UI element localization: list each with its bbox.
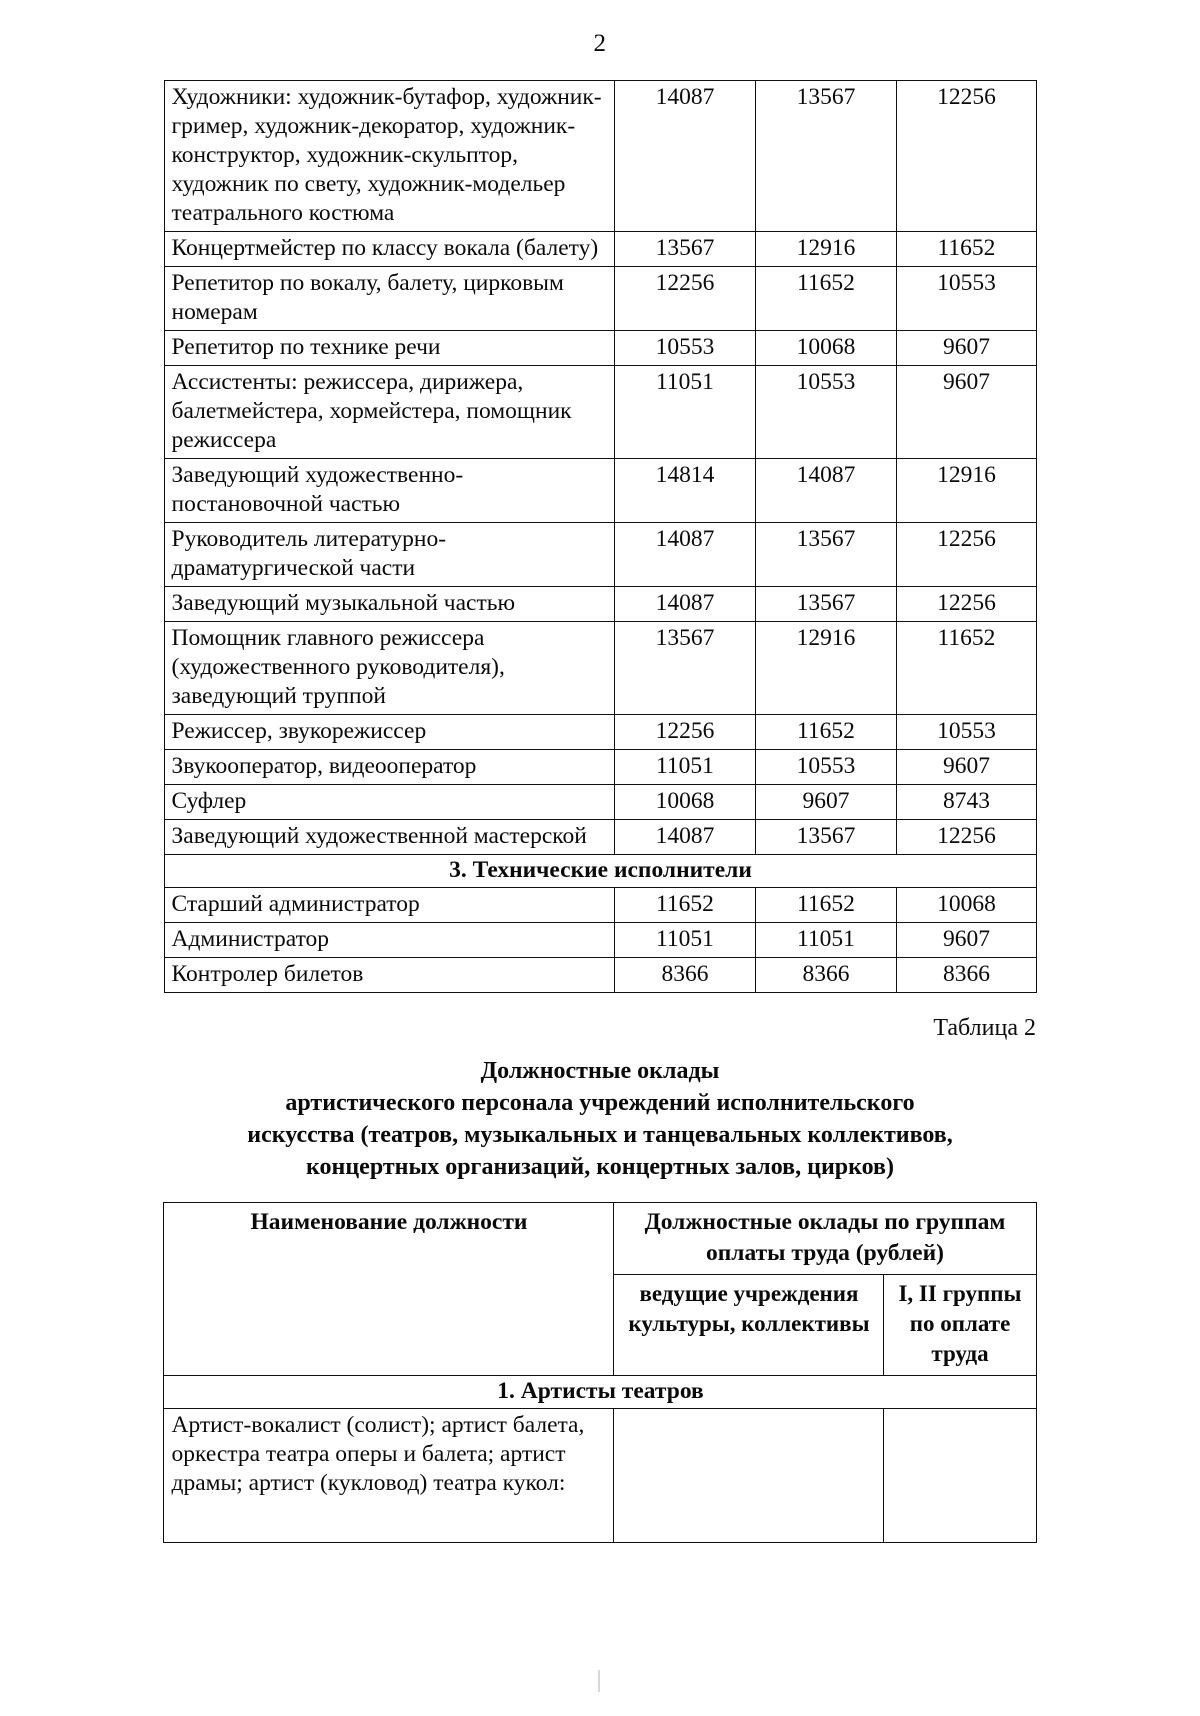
salary-group-1: 12256 (614, 715, 755, 750)
salary-group-3: 12256 (896, 587, 1036, 622)
salary-group-1: 12256 (614, 267, 755, 331)
scan-artifact-mark (598, 1670, 600, 1692)
salary-leading-institutions (614, 1408, 884, 1542)
salary-groups-1-2 (884, 1408, 1036, 1542)
table-row (164, 923, 1036, 958)
position-name: Художники: художник-бутафор, художник-гример, художник-декоратор, художник-конструктор, художник-скульптор, художник по свету, художник-модельер театрального костюма (164, 81, 614, 232)
salary-group-1: 11652 (614, 888, 755, 923)
header-salary-groups: Должностные оклады по группам оплаты труда (рублей) (614, 1203, 1036, 1275)
position-name: Помощник главного режиссера (художественного руководителя), заведующий труппой (164, 622, 614, 715)
table-row (164, 267, 1036, 331)
table1-body (164, 81, 1036, 993)
position-name: Руководитель литературно-драматургической части (164, 523, 614, 587)
caption-line-1: Должностные оклады (480, 1058, 720, 1085)
section-heading-theatre-artists: 1. Артисты театров (164, 1375, 1036, 1408)
salary-group-3: 8743 (896, 785, 1036, 820)
salary-group-1: 11051 (614, 923, 755, 958)
salary-group-3: 12916 (896, 459, 1036, 523)
salary-group-3: 10068 (896, 888, 1036, 923)
salary-group-1: 14814 (614, 459, 755, 523)
salary-group-1: 10068 (614, 785, 755, 820)
salary-group-1: 14087 (614, 523, 755, 587)
table-row (164, 459, 1036, 523)
header-groups-1-2: I, II группы по оплате труда (884, 1275, 1036, 1376)
table2-caption (185, 1056, 1015, 1202)
salary-table-artistic-staff (163, 1202, 1036, 1543)
position-name: Заведующий музыкальной частью (164, 587, 614, 622)
position-name: Контролер билетов (164, 958, 614, 993)
salary-group-2: 12916 (755, 232, 896, 267)
salary-group-1: 14087 (614, 820, 755, 855)
salary-group-1: 11051 (614, 366, 755, 459)
salary-group-3: 12256 (896, 820, 1036, 855)
header-leading-institutions: ведущие учреждения культуры, коллективы (614, 1275, 884, 1376)
salary-group-1: 11051 (614, 750, 755, 785)
section-heading-row (164, 1375, 1036, 1408)
table-row (164, 366, 1036, 459)
salary-group-1: 10553 (614, 331, 755, 366)
position-name: Заведующий художественной мастерской (164, 820, 614, 855)
table2-head (164, 1203, 1036, 1376)
table2-body (164, 1375, 1036, 1542)
salary-group-2: 13567 (755, 81, 896, 232)
salary-group-3: 12256 (896, 523, 1036, 587)
salary-group-1: 14087 (614, 587, 755, 622)
salary-group-3: 12256 (896, 81, 1036, 232)
table-row (164, 232, 1036, 267)
position-name: Концертмейстер по классу вокала (балету) (164, 232, 614, 267)
salary-table-technical-staff (164, 80, 1037, 993)
salary-group-3: 9607 (896, 923, 1036, 958)
salary-group-3: 10553 (896, 267, 1036, 331)
position-name: Администратор (164, 923, 614, 958)
position-name: Старший администратор (164, 888, 614, 923)
salary-group-3: 10553 (896, 715, 1036, 750)
salary-group-2: 9607 (755, 785, 896, 820)
salary-group-1: 14087 (614, 81, 755, 232)
salary-group-3: 8366 (896, 958, 1036, 993)
salary-group-2: 11652 (755, 267, 896, 331)
salary-group-2: 11652 (755, 715, 896, 750)
header-position-name: Наименование должности (164, 1203, 614, 1376)
salary-group-3: 9607 (896, 331, 1036, 366)
table-row (164, 587, 1036, 622)
table2-header-row-main (164, 1203, 1036, 1275)
position-name: Режиссер, звукорежиссер (164, 715, 614, 750)
salary-group-2: 13567 (755, 587, 896, 622)
table-row (164, 331, 1036, 366)
position-name: Ассистенты: режиссера, дирижера, балетмейстера, хормейстера, помощник режиссера (164, 366, 614, 459)
position-name: Суфлер (164, 785, 614, 820)
salary-group-2: 8366 (755, 958, 896, 993)
position-name: Репетитор по технике речи (164, 331, 614, 366)
salary-group-3: 11652 (896, 622, 1036, 715)
salary-group-2: 11051 (755, 923, 896, 958)
salary-group-2: 13567 (755, 820, 896, 855)
salary-group-3: 9607 (896, 750, 1036, 785)
position-name: Звукооператор, видеооператор (164, 750, 614, 785)
table-row (164, 785, 1036, 820)
table-row (164, 750, 1036, 785)
table-row (164, 81, 1036, 232)
salary-group-2: 11652 (755, 888, 896, 923)
table-row (164, 888, 1036, 923)
salary-group-2: 14087 (755, 459, 896, 523)
salary-group-2: 10068 (755, 331, 896, 366)
salary-group-2: 10553 (755, 750, 896, 785)
table2-label: Таблица 2 (933, 1015, 1036, 1042)
table-row (164, 523, 1036, 587)
page-number: 2 (593, 30, 607, 57)
salary-group-3: 9607 (896, 366, 1036, 459)
salary-group-1: 8366 (614, 958, 755, 993)
table-row (164, 715, 1036, 750)
table-row (164, 820, 1036, 855)
salary-group-1: 13567 (614, 622, 755, 715)
salary-group-3: 11652 (896, 232, 1036, 267)
section-heading-row (164, 855, 1036, 888)
caption-line-3: искусства (театров, музыкальных и танцевальных коллективов, (247, 1122, 953, 1149)
section-heading-technical-performers: 3. Технические исполнители (164, 855, 1036, 888)
salary-group-2: 12916 (755, 622, 896, 715)
caption-line-2: артистического персонала учреждений исполнительского (285, 1090, 915, 1117)
table-row (164, 958, 1036, 993)
salary-group-2: 10553 (755, 366, 896, 459)
salary-group-1: 13567 (614, 232, 755, 267)
position-name: Артист-вокалист (солист); артист балета, оркестра театра оперы и балета; артист драмы; артист (кукловод) театра кукол: (164, 1408, 614, 1542)
salary-group-2: 13567 (755, 523, 896, 587)
document-page (0, 30, 1200, 1716)
position-name: Репетитор по вокалу, балету, цирковым номерам (164, 267, 614, 331)
table-row (164, 622, 1036, 715)
position-name: Заведующий художественно-постановочной частью (164, 459, 614, 523)
caption-line-4: концертных организаций, концертных залов, цирков) (306, 1154, 894, 1181)
table-row (164, 1408, 1036, 1542)
